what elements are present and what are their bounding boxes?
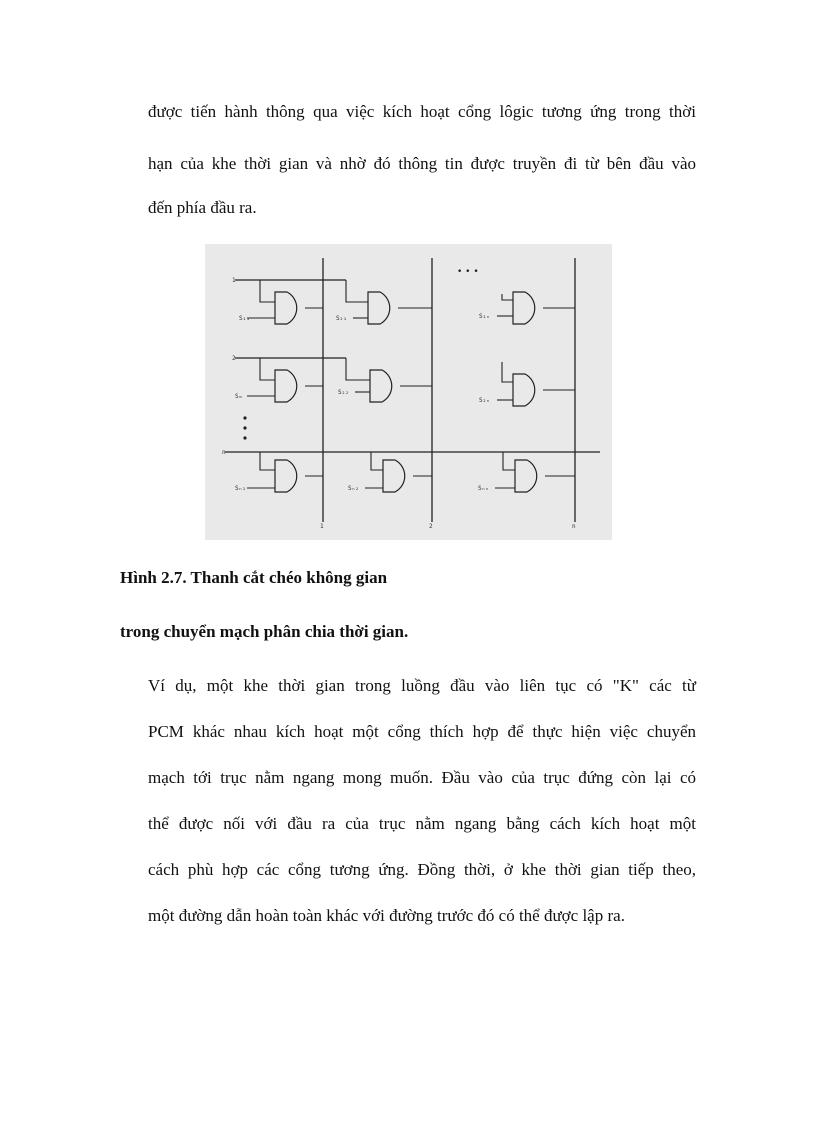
crossbar-diagram bbox=[205, 244, 612, 540]
intro-line-3: đến phía đầu ra. bbox=[148, 198, 257, 217]
body-line-3: mạch tới trục nằm ngang mong muốn. Đầu vào của trục đứng còn lại có bbox=[148, 768, 696, 787]
gate-row2-col1 bbox=[247, 358, 323, 402]
intro-line-1: được tiến hành thông qua việc kích hoạt cổng lôgic tương ứng trong thời bbox=[148, 102, 696, 121]
gate-label-sn2: Sₙ₂ bbox=[348, 485, 359, 492]
body-line-4: thể được nối với đầu ra của trục nằm ngang bằng cách kích hoạt một bbox=[148, 814, 696, 833]
gate-label-s1n: S₁ₙ bbox=[479, 313, 490, 320]
gate-row2-col2 bbox=[346, 358, 432, 402]
column-label-2: 2 bbox=[429, 523, 433, 530]
gate-label-sm: Sₘ bbox=[235, 393, 243, 400]
ellipsis-vertical-dot bbox=[243, 436, 246, 439]
gate-label-s2n: S₂ₙ bbox=[479, 397, 490, 404]
row-label-n: n bbox=[222, 449, 226, 456]
crossbar-figure bbox=[205, 244, 612, 540]
figure-caption-line-2: trong chuyển mạch phân chia thời gian. bbox=[120, 622, 409, 641]
gate-rown-col2 bbox=[365, 452, 432, 492]
figure-caption-line-1: Hình 2.7. Thanh cắt chéo không gian bbox=[120, 568, 388, 587]
gate-label-snn: Sₙₙ bbox=[478, 485, 489, 492]
gate-label-sn1: Sₙ₁ bbox=[235, 485, 246, 492]
ellipsis-vertical-dot bbox=[243, 416, 246, 419]
gate-label-s21: S₂₁ bbox=[336, 315, 347, 322]
body-line-5: cách phù hợp các cổng tương ứng. Đồng thời, ở khe thời gian tiếp theo, bbox=[148, 860, 696, 879]
body-line-6: một đường dẫn hoàn toàn khác với đường trước đó có thể được lập ra. bbox=[148, 906, 625, 925]
gate-label-s22: S₂₂ bbox=[338, 389, 349, 396]
row-label-2: 2 bbox=[232, 355, 236, 362]
gate-row2-coln bbox=[497, 362, 575, 406]
gate-row1-col2 bbox=[346, 280, 432, 324]
ellipsis-vertical-dot bbox=[243, 426, 246, 429]
gate-label-s11: S₁₁ bbox=[239, 315, 250, 322]
body-line-2: PCM khác nhau kích hoạt một cổng thích hợp để thực hiện việc chuyển bbox=[148, 722, 696, 741]
body-line-1: Ví dụ, một khe thời gian trong luồng đầu vào liên tục có "K" các từ bbox=[148, 676, 696, 695]
gate-row1-col1 bbox=[247, 280, 323, 324]
ellipsis-horizontal: • • • bbox=[457, 267, 479, 277]
row-label-1: 1 bbox=[232, 277, 236, 284]
column-label-1: 1 bbox=[320, 523, 324, 530]
gate-rown-coln bbox=[495, 452, 575, 492]
gate-rown-col1 bbox=[247, 452, 323, 492]
gate-row1-coln bbox=[497, 292, 575, 324]
column-label-n: n bbox=[572, 523, 576, 530]
intro-line-2: hạn của khe thời gian và nhờ đó thông tin được truyền đi từ bên đầu vào bbox=[148, 154, 696, 173]
